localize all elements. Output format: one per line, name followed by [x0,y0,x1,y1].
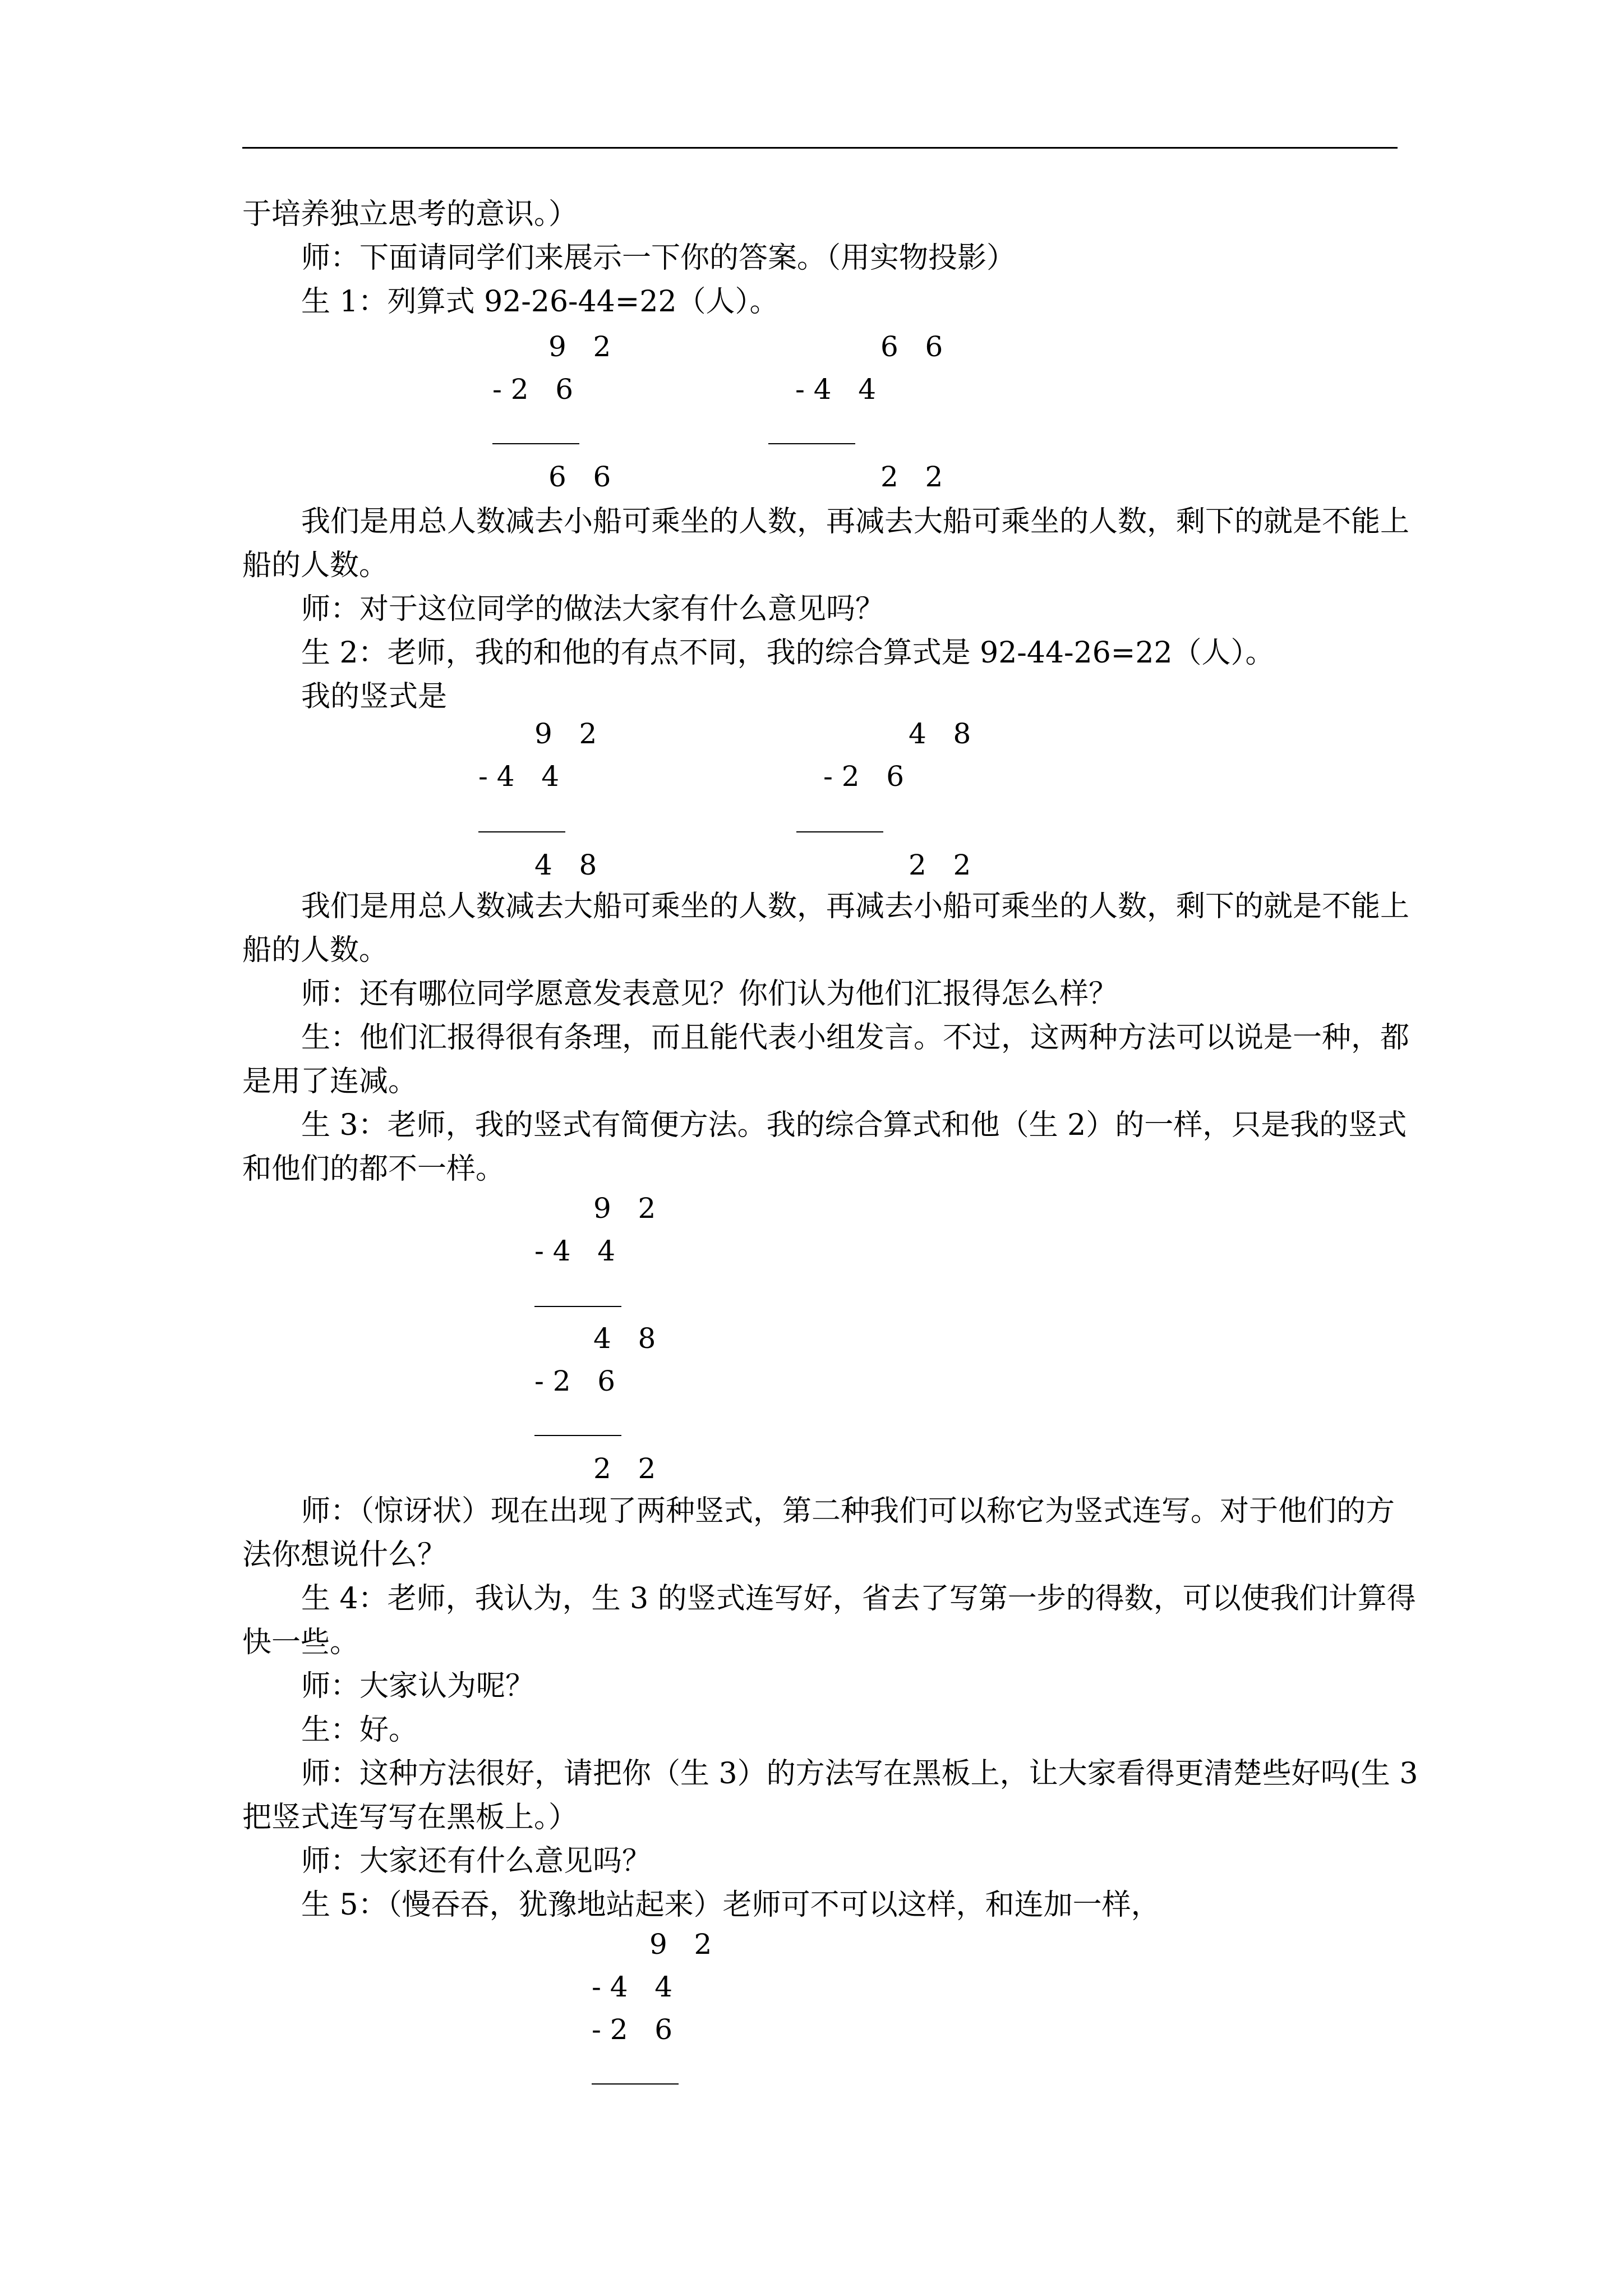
calc-row: 9 2 [548,330,611,363]
calc-line [534,1306,621,1307]
calc-line [796,831,883,832]
calc-row: 6 6 [880,330,943,363]
paragraph-line: 生 3：老师，我的竖式有简便方法。我的综合算式和他（生 2）的一样，只是我的竖式 [301,1108,1407,1142]
paragraph-line: 师：这种方法很好，请把你（生 3）的方法写在黑板上，让大家看得更清楚些好吗(生 3 [301,1757,1418,1791]
paragraph-line: 师：下面请同学们来展示一下你的答案。（用实物投影） [301,241,1016,275]
paragraph-line: 师：（惊讶状）现在出现了两种竖式，第二种我们可以称它为竖式连写。对于他们的方 [301,1494,1395,1528]
calc-row: 9 2 [593,1192,656,1225]
paragraph-line: 师：还有哪位同学愿意发表意见？你们认为他们汇报得怎么样？ [301,977,1118,1011]
calc-row: 4 8 [534,849,597,881]
calc-line [592,2083,679,2085]
paragraph-line: 船的人数。 [242,933,389,967]
calc-row: - 2 6 [492,373,574,406]
calc-line [768,443,855,444]
paragraph-line: 是用了连减。 [242,1065,418,1098]
paragraph-line: 我们是用总人数减去小船可乘坐的人数，再减去大船可乘坐的人数，剩下的就是不能上 [301,505,1410,539]
paragraph-line: 生 1：列算式 92-26-44=22（人）。 [301,285,779,319]
calc-row: 2 2 [909,849,971,881]
calc-row: 9 2 [649,1928,712,1961]
calc-row: - 2 6 [534,1365,616,1397]
calc-row: 4 8 [593,1322,656,1355]
paragraph-line: 把竖式连写写在黑板上。） [242,1801,578,1834]
calc-row: 6 6 [548,461,611,493]
paragraph-line: 法你想说什么？ [242,1538,447,1572]
calc-row: - 2 6 [592,2013,673,2046]
paragraph-line: 师：大家还有什么意见吗？ [301,1844,652,1878]
paragraph-line: 和他们的都不一样。 [242,1152,505,1186]
paragraph-line: 我的竖式是 [301,680,448,714]
calc-line [478,831,565,832]
calc-row: - 4 4 [478,760,560,793]
calc-row: 2 2 [593,1452,656,1485]
paragraph-line: 师：大家认为呢？ [301,1669,535,1703]
paragraph-line: 生：好。 [301,1713,418,1747]
calc-line [492,443,579,444]
paragraph-line: 生 5：（慢吞吞，犹豫地站起来）老师可不可以这样，和连加一样， [301,1888,1160,1922]
calc-row: - 2 6 [823,760,905,793]
paragraph-line: 于培养独立思考的意识。） [242,197,578,231]
paragraph-line: 师：对于这位同学的做法大家有什么意见吗？ [301,592,885,626]
paragraph-line: 快一些。 [242,1626,359,1659]
header-rule [242,147,1398,149]
calc-line [534,1435,621,1436]
calc-row: 9 2 [534,717,597,750]
calc-row: 2 2 [880,461,943,493]
paragraph-line: 我们是用总人数减去大船可乘坐的人数，再减去小船可乘坐的人数，剩下的就是不能上 [301,890,1410,923]
paragraph-line: 船的人数。 [242,549,389,582]
calc-row: - 4 4 [592,1971,673,2003]
calc-row: - 4 4 [534,1235,616,1267]
paragraph-line: 生 4：老师，我认为，生 3 的竖式连写好，省去了写第一步的得数，可以使我们计算得 [301,1582,1416,1616]
paragraph-line: 生 2：老师，我的和他的有点不同，我的综合算式是 92-44-26=22（人）。 [301,636,1275,670]
paragraph-line: 生：他们汇报得很有条理，而且能代表小组发言。不过，这两种方法可以说是一种，都 [301,1021,1410,1055]
calc-row: 4 8 [909,717,971,750]
calc-row: - 4 4 [795,373,877,406]
